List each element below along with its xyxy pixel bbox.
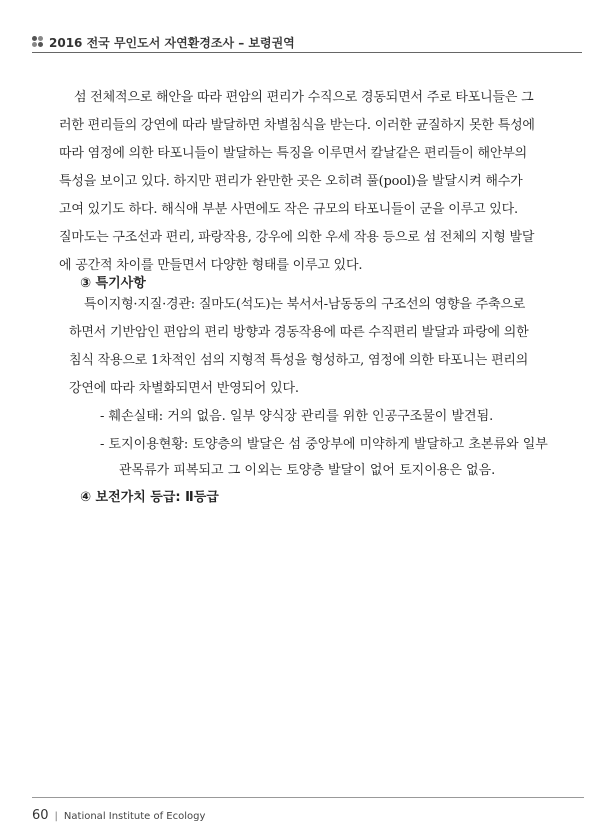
bullet-land-use: - 토지이용현황: 토양층의 발달은 섬 중앙부에 미약하게 발달하고 초본류와 일부 bbox=[100, 437, 548, 452]
text-line: 강연에 따라 차별화되면서 반영되어 있다. bbox=[69, 381, 299, 396]
text-line: 침식 작용으로 1차적인 섬의 지형적 특성을 형성하고, 염정에 의한 타포니는 편리의 bbox=[69, 353, 529, 368]
section-heading-special-notes: ③ 특기사항 bbox=[80, 276, 146, 291]
page-number: 60 bbox=[32, 808, 49, 823]
bullet-land-use-continuation: 관목류가 피복되고 그 이외는 토양층 발달이 없어 토지이용은 없음. bbox=[119, 463, 496, 478]
header-dots-icon bbox=[32, 36, 44, 48]
footer-org-name: National Institute of Ecology bbox=[63, 811, 206, 822]
text-line: 질마도는 구조선과 편리, 파랑작용, 강우에 의한 우세 작용 등으로 섬 전체의 지형 발달 bbox=[59, 230, 535, 245]
text-line: 에 공간적 차이를 만들면서 다양한 형태를 이루고 있다. bbox=[59, 258, 363, 273]
footer-separator: | bbox=[54, 811, 58, 822]
special-notes-paragraph bbox=[69, 291, 559, 403]
running-header bbox=[32, 34, 592, 54]
text-line: 특성을 보이고 있다. 하지만 편리가 완만한 곳은 오히려 풀(pool)을 발달시켜 해수가 bbox=[59, 174, 523, 189]
section-heading-conservation-grade: ④ 보전가치 등급: Ⅱ등급 bbox=[80, 490, 219, 505]
text-line: 하면서 기반암인 편암의 편리 방향과 경동작용에 따른 수직편리 발달과 파랑에 의한 bbox=[69, 325, 529, 340]
bullet-damage-status: - 훼손실태: 거의 없음. 일부 양식장 관리를 위한 인공구조물이 발견됨. bbox=[100, 409, 494, 424]
footer-divider bbox=[32, 797, 584, 798]
text-line: 섬 전체적으로 해안을 따라 편암의 편리가 수직으로 경동되면서 주로 타포니들은 그 bbox=[74, 90, 534, 105]
text-line: 고여 있기도 하다. 해식애 부분 사면에도 작은 규모의 타포니들이 군을 이루고 있다. bbox=[59, 202, 518, 217]
header-title: 2016 전국 무인도서 자연환경조사 – 보령권역 bbox=[49, 36, 295, 50]
text-line: 따라 염정에 의한 타포니들이 발달하는 특징을 이루면서 칼날같은 편리들이 해안부의 bbox=[59, 146, 527, 161]
text-line: 특이지형·지질·경관: 질마도(석도)는 북서서-남동동의 구조선의 영향을 주축으로 bbox=[84, 297, 526, 312]
intro-paragraph bbox=[59, 84, 559, 280]
header-divider bbox=[32, 52, 582, 53]
page-footer bbox=[32, 804, 205, 823]
text-line: 러한 편리들의 강연에 따라 발달하면 차별침식을 받는다. 이러한 균질하지 못한 특성에 bbox=[59, 118, 535, 133]
